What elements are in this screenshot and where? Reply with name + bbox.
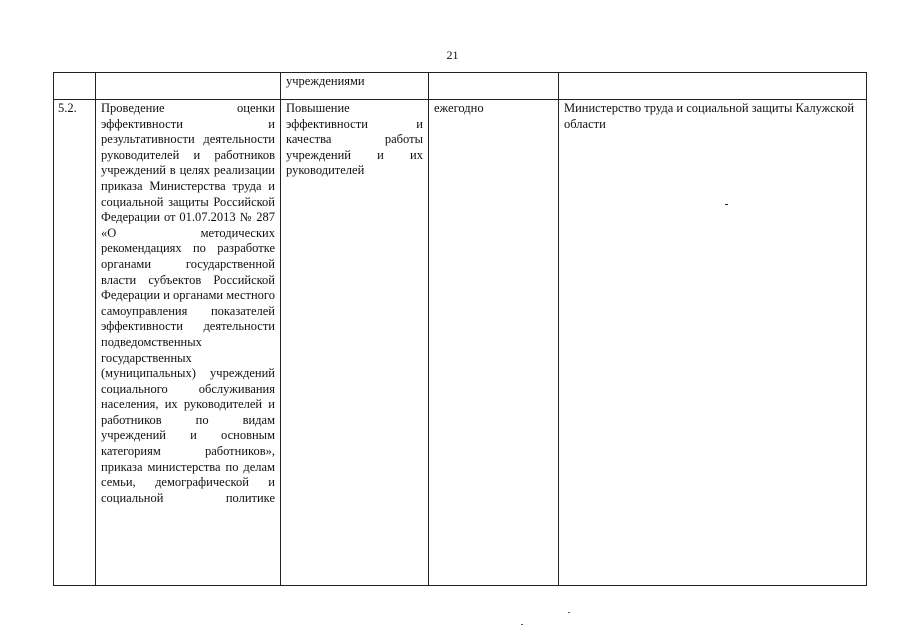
cell-deadline [429, 73, 559, 100]
cell-responsible: Министерство труда и социальной защиты Калужской области [559, 100, 867, 586]
cell-deadline: ежегодно [429, 100, 559, 586]
scan-speck [521, 624, 523, 625]
plan-table [53, 72, 867, 586]
table-row-5-2 [54, 100, 867, 586]
scan-speck [568, 612, 570, 613]
cell-number [54, 73, 96, 100]
cell-goal: учреждениями [281, 73, 429, 100]
cell-responsible [559, 73, 867, 100]
cell-number: 5.2. [54, 100, 96, 586]
page-number: 21 [446, 48, 459, 62]
table-row-continuation [54, 73, 867, 100]
cell-event [96, 73, 281, 100]
cell-goal: Повышение эффективности и качества работы учреждений и их руководителей [281, 100, 429, 586]
cell-event: Проведение оценки эффективности и результативности деятельности руководителей и работников учреждений в целях реализации приказа Министерства труда и социальной защиты Российской Федерации от 01.07.2013 № 287 «О методических рекомендациях по разработке органами государственной власти субъектов Российской Федерации и органами местного самоуправления показателей эффективности деятельности подведомственных государственных (муниципальных) учреждений социального обслуживания населения, их руководителей и работников по видам учреждений и основным категориям работников», приказа министерства по делам семьи, демографической и социальной политике [96, 100, 281, 586]
scan-mark [725, 204, 728, 205]
